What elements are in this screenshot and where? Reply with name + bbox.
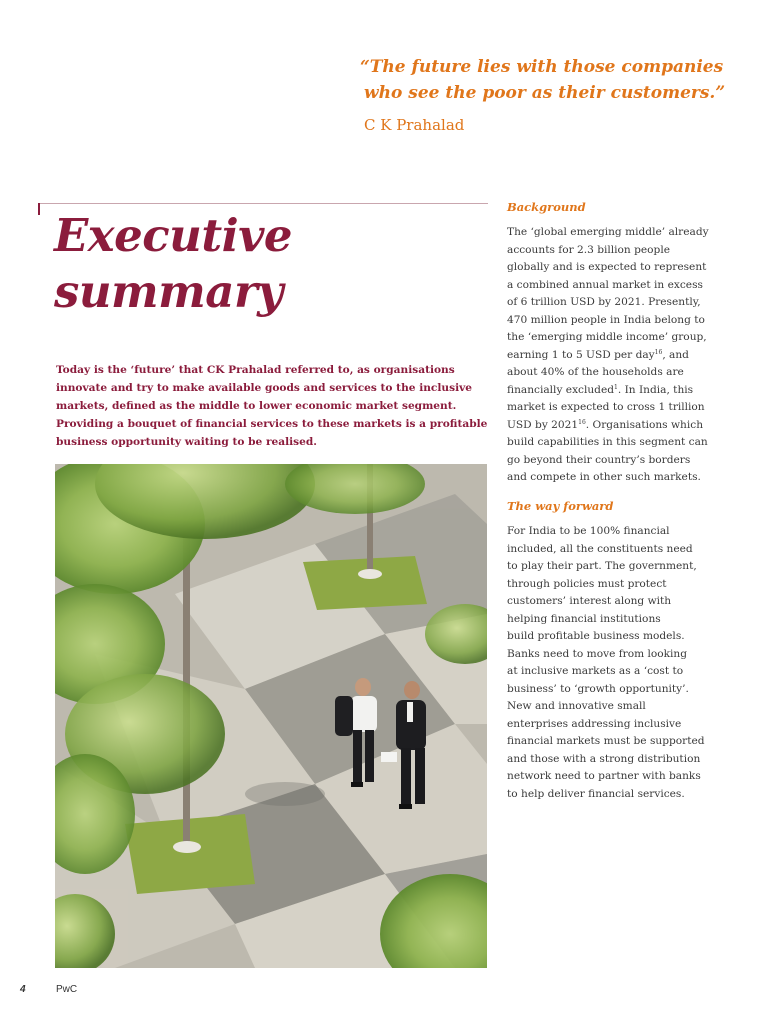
background-line: of 6 trillion USD by 2021. Presently, (507, 296, 701, 308)
way-forward-line: New and innovative small (507, 700, 646, 712)
background-line-text: USD by 2021 (507, 418, 579, 431)
way-forward-line: network need to partner with banks (507, 770, 701, 782)
background-line: accounts for 2.3 billion people (507, 243, 670, 256)
background-line-tail: , and (662, 348, 689, 361)
footer-brand: PwC (56, 984, 78, 995)
background-line (507, 347, 727, 365)
way-forward-line: business’ to ‘growth opportunity’. (507, 682, 689, 695)
background-line-text: financially excluded (507, 383, 615, 396)
way-forward-line: financial markets must be supported (507, 735, 705, 747)
section-divider-tick (38, 203, 40, 215)
way-forward-heading: The way forward (507, 499, 614, 513)
background-line: market is expected to cross 1 trillion (507, 401, 705, 413)
photo-two-businessmen-walking (55, 464, 487, 968)
background-paragraph (507, 224, 727, 487)
quote-line-2: who see the poor as their customers.” (364, 83, 726, 103)
footnote-ref: 16 (654, 348, 663, 356)
footnote-ref: 1 (614, 383, 618, 391)
way-forward-line: included, all the constituents need (507, 542, 693, 555)
pull-quote (360, 54, 760, 106)
way-forward-line: customers’ interest along with (507, 595, 672, 607)
footnote-ref: 16 (578, 418, 586, 426)
background-line-tail: . Organisations which (585, 418, 704, 431)
background-line: The ‘global emerging middle’ already (507, 226, 709, 238)
intro-line: innovate and try to make available goods and services to the inclusive (56, 382, 472, 394)
intro-paragraph (56, 361, 486, 451)
page-title-line-1: Executive (54, 209, 293, 262)
way-forward-line: to play their part. The government, (507, 560, 697, 572)
way-forward-line: For India to be 100% financial (507, 525, 670, 537)
background-heading: Background (507, 200, 586, 214)
background-line (507, 382, 727, 400)
page-title (54, 208, 292, 320)
way-forward-line: through policies must protect (507, 577, 667, 590)
way-forward-line: helping financial institutions (507, 612, 661, 625)
background-line: the ‘emerging middle income’ group, (507, 331, 707, 343)
background-line (507, 417, 727, 435)
way-forward-line: Banks need to move from looking (507, 647, 688, 660)
background-line: globally and is expected to represent (507, 261, 707, 273)
background-line: 470 million people in India belong to (507, 313, 705, 326)
background-line: a combined annual market in excess (507, 278, 703, 291)
quote-author: C K Prahalad (364, 116, 465, 134)
background-line: and compete in other such markets. (507, 471, 701, 483)
background-line: build capabilities in this segment can (507, 436, 708, 448)
photo-illustration (55, 464, 487, 968)
page-number: 4 (20, 984, 26, 995)
background-line: go beyond their country’s borders (507, 453, 691, 466)
background-line: about 40% of the households are (507, 366, 684, 378)
way-forward-line: enterprises addressing inclusive (507, 717, 682, 730)
intro-line: Providing a bouquet of financial services to these markets is a profitable (56, 418, 488, 430)
way-forward-line: at inclusive markets as a ‘cost to (507, 665, 684, 677)
intro-line: Today is the ‘future’ that CK Prahalad referred to, as organisations (56, 364, 455, 376)
section-divider (38, 203, 488, 204)
way-forward-line: build profitable business models. (507, 630, 685, 642)
way-forward-line: to help deliver financial services. (507, 787, 685, 800)
background-line-tail: . In India, this (617, 383, 694, 396)
quote-line-1: “The future lies with those companies (360, 57, 724, 77)
way-forward-paragraph (507, 523, 727, 803)
intro-line: markets, defined as the middle to lower economic market segment. (56, 400, 457, 412)
way-forward-line: and those with a strong distribution (507, 752, 701, 765)
background-line-text: earning 1 to 5 USD per day (507, 348, 655, 361)
page-title-line-2: summary (54, 265, 283, 318)
intro-line: business opportunity waiting to be realised. (56, 436, 317, 448)
